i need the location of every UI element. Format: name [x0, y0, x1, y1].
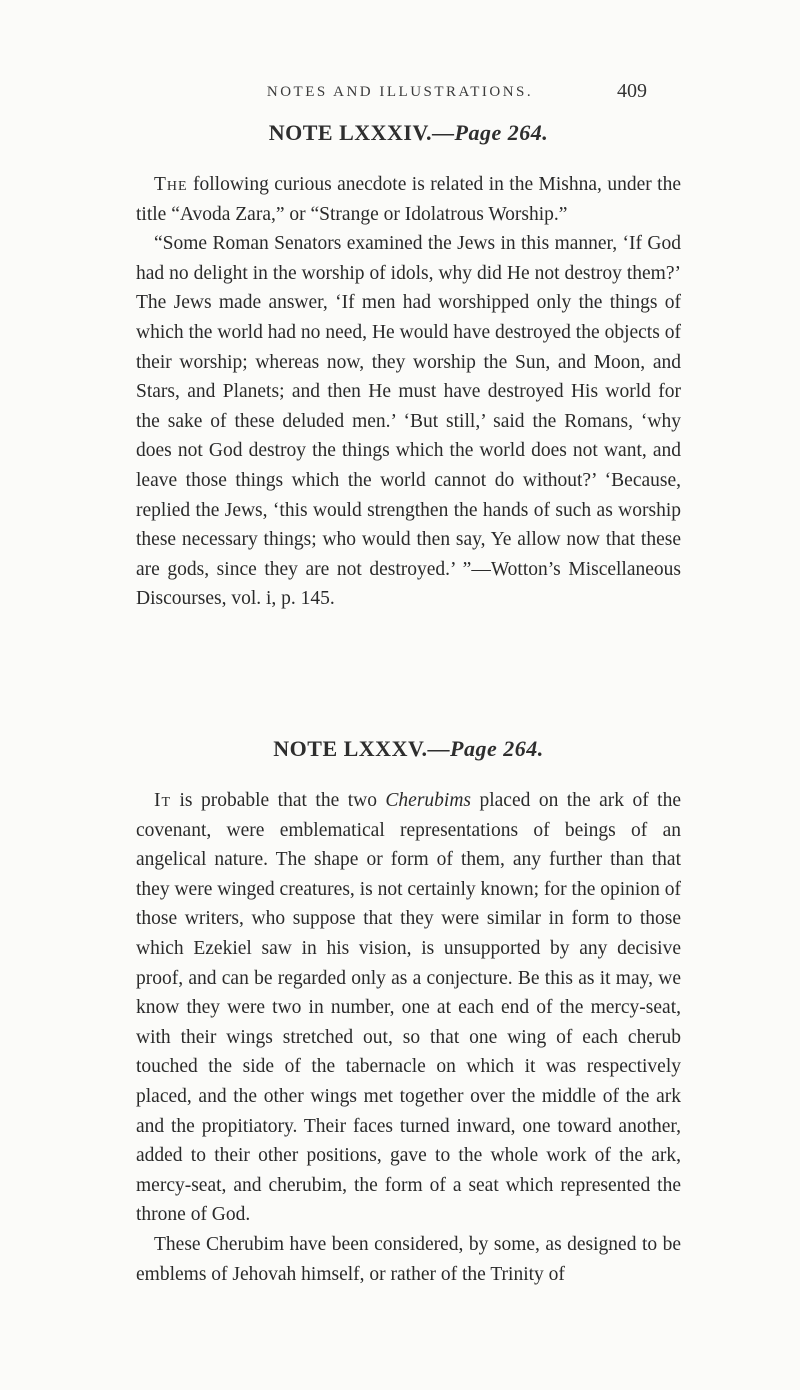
running-head-title: NOTES AND ILLUSTRATIONS.	[266, 84, 534, 100]
note-84-paragraph-2: “Some Roman Senators examined the Jews in this manner, ‘If God had no delight in the worship of idols, why did He not destroy them?’ The Jews made answer, ‘If men had worshipped only the things of which the world had no need, He would have destroyed the objects of their worship; whereas now, they worship the Sun, and Moon, and Stars, and Planets; and then He must have destroyed His world for the sake of these deluded men.’ ‘But still,’ said the Romans, ‘why does not God destroy the things which the world does not want, and leave those things which the world cannot do without?’ ‘Because, replied the Jews, ‘this would strengthen the hands of such as worship these necessary things; who would then say, Ye allow now that these are gods, since they are not destroyed.’ ”—Wotton’s Miscellaneous Discourses, vol. i, p. 145.	[136, 233, 681, 610]
note-84-heading-label: NOTE LXXXIV.—	[268, 120, 455, 145]
note-85-heading	[136, 734, 681, 764]
page-number: 409	[617, 80, 647, 102]
note-84-paragraph-1	[136, 170, 681, 229]
note-84-heading	[136, 118, 681, 148]
note-84	[136, 118, 681, 614]
note-84-page-ref: Page 264.	[454, 120, 549, 145]
note-85-italic-term: Cherubims	[385, 790, 472, 811]
running-head	[0, 80, 800, 110]
note-85-heading-label: NOTE LXXXV.—	[273, 736, 451, 761]
note-84-drop-word: The	[154, 174, 188, 195]
note-85-paragraph-1-text-b: placed on the ark of the covenant, were emblematical representations of beings of an angelical nature. The shape or form of them, any further than that they were winged creatures, is not certainly known; for the opinion of those writers, who suppose that they were similar in form to those which Ezekiel saw in his vision, is unsupported by any decisive proof, and can be regarded only as a conjecture. Be this as it may, we know they were two in number, one at each end of the mercy-seat, with their wings stretched out, so that one wing of each cherub touched the side of the tabernacle on which it was respectively placed, and the other wings met together over the middle of the ark and the propitiatory. Their faces turned inward, one toward another, added to their other positions, gave to the whole work of the ark, mercy-seat, and cherubim, the form of a seat which represented the throne of God.	[136, 790, 682, 1226]
note-85-page-ref: Page 264.	[450, 736, 544, 761]
note-85	[136, 734, 681, 1289]
note-85-drop-word: It	[154, 790, 172, 811]
note-85-paragraph-1-text-a: is probable that the two	[171, 790, 386, 811]
note-84-paragraph-1-text: following curious anecdote is related in the Mishna, under the title “Avoda Zara,” or “Strange or Idolatrous Worship.”	[136, 174, 681, 225]
note-85-paragraph-1	[136, 786, 681, 1230]
note-85-paragraph-2: These Cherubim have been considered, by some, as designed to be emblems of Jehovah himself, or rather of the Trinity of	[136, 1233, 681, 1285]
